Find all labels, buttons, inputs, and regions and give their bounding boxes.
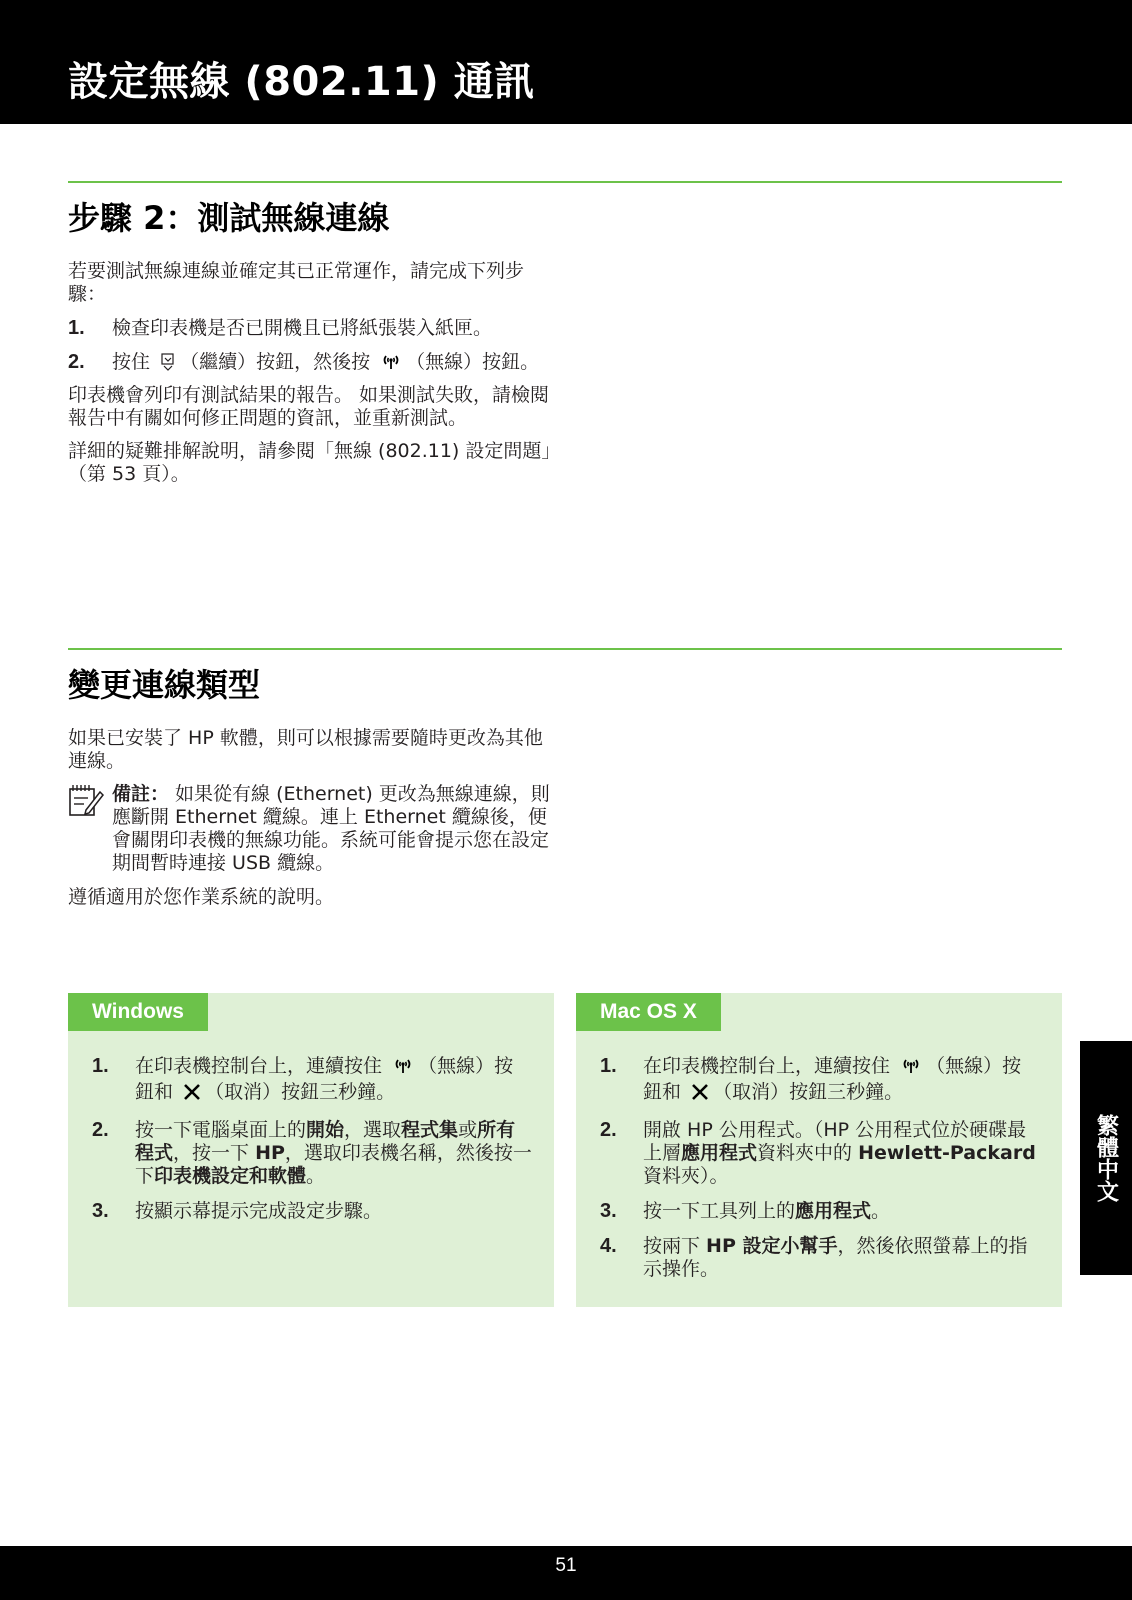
step-text: 按一下電腦桌面上的 [135, 1119, 307, 1141]
footer-bar [0, 1546, 1132, 1600]
wireless-icon [380, 353, 402, 377]
step2-result: 印表機會列印有測試結果的報告。 如果測試失敗，請檢閱報告中有關如何修正問題的資訊，並重新測試。 [68, 384, 550, 429]
item-number: 2. [68, 351, 85, 373]
step-text: （無線）按鈕和 [135, 1055, 514, 1103]
page-number: 51 [555, 1555, 577, 1576]
step-text: （無線）按鈕和 [643, 1055, 1022, 1103]
step-text: 資料夾中的 [757, 1142, 859, 1164]
mac-panel [576, 993, 1062, 1307]
step-bold: HP 設定小幫手 [706, 1235, 838, 1257]
step-bold: Hewlett-Packard [858, 1142, 1036, 1164]
item-number: 1. [68, 317, 85, 339]
step-text: 。 [871, 1200, 891, 1222]
language-tab [1080, 1041, 1132, 1275]
language-tab-label: 繁體中文 [1093, 1114, 1119, 1202]
item-text-before: 按住 [112, 351, 151, 373]
step-text: ，選取印表機名稱，然後按一下 [135, 1142, 532, 1187]
item-number: 1. [600, 1055, 617, 1077]
step2-item-1 [68, 317, 560, 340]
step-text: 在印表機控制台上，連續按住 [135, 1055, 383, 1077]
step2-item-2 [68, 351, 568, 377]
wireless-icon [900, 1057, 922, 1081]
note-label: 備註： [112, 783, 170, 805]
mac-step-2 [600, 1119, 1040, 1188]
step-text: 資料夾）。 [643, 1165, 729, 1187]
windows-step-1 [92, 1055, 532, 1107]
item-number: 3. [92, 1200, 109, 1222]
mac-steps [600, 1055, 1040, 1293]
step-bold: 開始 [306, 1119, 345, 1141]
mac-tab: Mac OS X [576, 993, 721, 1031]
page-title: 設定無線 (802.11) 通訊 [68, 59, 535, 105]
item-number: 2. [600, 1119, 617, 1141]
resume-icon [160, 353, 176, 377]
mac-step-1 [600, 1055, 1040, 1107]
step-text: 按兩下 [643, 1235, 707, 1257]
windows-step-3 [92, 1200, 532, 1223]
step-bold: 應用程式 [795, 1200, 872, 1222]
item-number: 1. [92, 1055, 109, 1077]
step2-details: 詳細的疑難排解說明，請參閱「無線 (802.11) 設定問題」（第 53 頁）。 [68, 440, 551, 485]
step-bold: 程式集 [401, 1119, 459, 1141]
item-number: 2. [92, 1119, 109, 1141]
cancel-x-icon [183, 1083, 201, 1107]
step2-title: 步驟 2：測試無線連線 [68, 199, 390, 237]
note-box [68, 783, 558, 875]
windows-steps [92, 1055, 532, 1235]
step-bold: 印表機設定和軟體 [154, 1165, 307, 1187]
step-text: 開啟 HP 公用程式。（HP 公用程式位於硬碟最上層 [643, 1119, 1027, 1164]
note-text: 如果從有線 (Ethernet) 更改為無線連線，則應斷開 Ethernet 纜線。連上 Ethernet 纜線後，便會關閉印表機的無線功能。系統可能會提示您在設定期間暫時連接 USB 纜線。 [112, 783, 550, 874]
header-bar [0, 0, 1132, 124]
item-number: 4. [600, 1235, 617, 1257]
section-rule-top [68, 181, 1062, 183]
step-text: 或 [458, 1119, 478, 1141]
windows-panel [68, 993, 554, 1307]
step-text: （取消）按鈕三秒鐘。 [713, 1081, 904, 1103]
item-number: 3. [600, 1200, 617, 1222]
windows-tab: Windows [68, 993, 208, 1031]
item-text-mid1: （繼續）按鈕，然後按 [180, 351, 371, 373]
step-bold: HP [255, 1142, 285, 1164]
step-bold: 所有程式 [135, 1119, 516, 1164]
step2-intro: 若要測試無線連線並確定其已正常運作，請完成下列步驟： [68, 260, 525, 305]
cancel-x-icon [691, 1083, 709, 1107]
wireless-icon [392, 1057, 414, 1081]
mac-step-3 [600, 1200, 1040, 1223]
step-text: 。 [306, 1165, 326, 1187]
section-rule-middle [68, 648, 1062, 650]
change-title: 變更連線類型 [68, 666, 261, 704]
change-follow: 遵循適用於您作業系統的說明。 [68, 886, 335, 908]
windows-step-2 [92, 1119, 532, 1188]
step-text: 按顯示幕提示完成設定步驟。 [135, 1200, 383, 1222]
item-text-mid2: （無線）按鈕。 [406, 351, 540, 373]
mac-step-4 [600, 1235, 1040, 1281]
change-intro: 如果已安裝了 HP 軟體，則可以根據需要隨時更改為其他連線。 [68, 727, 543, 772]
step-text: （取消）按鈕三秒鐘。 [205, 1081, 396, 1103]
step-bold: 應用程式 [681, 1142, 758, 1164]
step-text: 在印表機控制台上，連續按住 [643, 1055, 891, 1077]
step-text: 按一下工具列上的 [643, 1200, 796, 1222]
step-text: ，然後依照螢幕上的指示操作。 [643, 1235, 1028, 1280]
step-text: ，選取 [344, 1119, 402, 1141]
step-text: ，按一下 [173, 1142, 256, 1164]
note-icon [68, 783, 112, 875]
item-text: 檢查印表機是否已開機且已將紙張裝入紙匣。 [112, 317, 493, 339]
